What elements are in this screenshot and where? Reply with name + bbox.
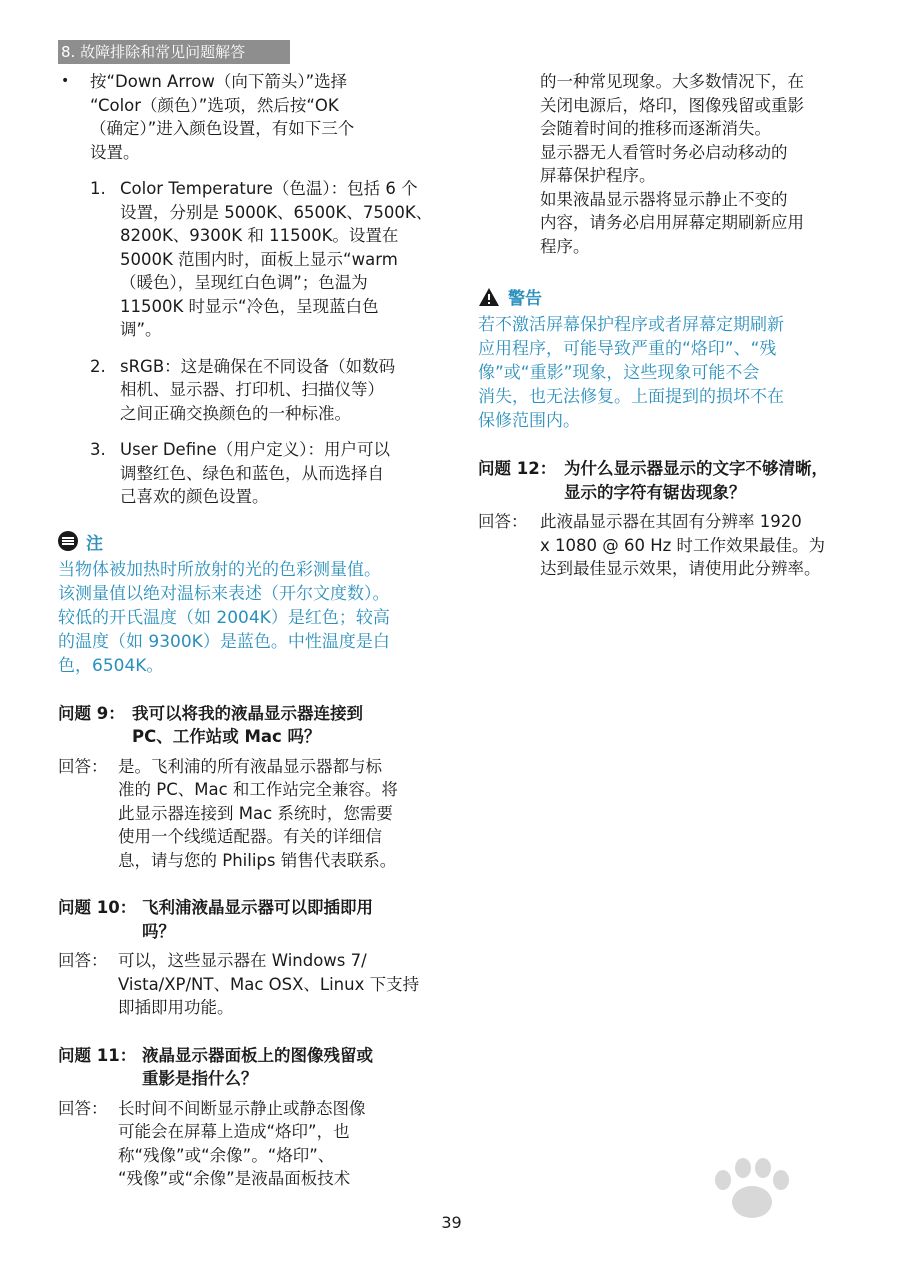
answer-12 [478, 510, 858, 581]
answer-line: x 1080 @ 60 Hz 时工作效果最佳。为 [540, 535, 826, 555]
warning-line: 若不激活屏幕保护程序或者屏幕定期刷新 [478, 315, 784, 335]
list-line: Color Temperature（色温）：包括 6 个 [120, 179, 418, 198]
note-line: 较低的开氏温度（如 2004K）是红色；较高 [58, 607, 390, 628]
answer-label: 回答： [478, 512, 528, 531]
answer-line: 会随着时间的推移而逐渐消失。 [540, 119, 771, 138]
bullet-paragraph [58, 70, 440, 164]
bullet-line: 设置。 [90, 142, 140, 162]
question-10 [58, 896, 440, 943]
warning-icon [478, 287, 500, 307]
answer-line: 即插即用功能。 [118, 998, 234, 1017]
list-line: 己喜欢的颜色设置。 [120, 487, 269, 506]
question-line: 显示的字符有锯齿现象？ [564, 482, 746, 502]
list-line: 之间正确交换颜色的一种标准。 [120, 403, 351, 423]
list-number: 2. [90, 356, 106, 376]
note-line: 的温度（如 9300K）是蓝色。中性温度是白 [58, 631, 390, 652]
question-line: 吗？ [142, 921, 175, 941]
bullet-marker: • [61, 73, 70, 89]
list-item-srgb [58, 355, 440, 426]
page-number: 39 [441, 1213, 462, 1232]
answer-line: 长时间不间断显示静止或静态图像 [118, 1098, 366, 1118]
question-label: 问题 10： [58, 898, 137, 917]
question-12 [478, 457, 858, 504]
answer-line: 此显示器连接到 Mac 系统时，您需要 [118, 803, 393, 823]
answer-line: 达到最佳显示效果，请使用此分辨率。 [540, 559, 821, 578]
warning-body [478, 313, 858, 433]
list-line: User Define（用户定义）：用户可以 [120, 440, 390, 459]
note-body [58, 558, 440, 678]
answer-9 [58, 755, 440, 873]
list-item-color-temperature [58, 177, 440, 342]
answer-line: 息，请与您的 Philips 销售代表联系。 [118, 850, 397, 870]
note-heading [58, 529, 440, 554]
answer-line: 是。飞利浦的所有液晶显示器都与标 [118, 756, 382, 776]
bullet-line: （确定）”进入颜色设置，有如下三个 [90, 119, 355, 138]
note-line: 该测量值以绝对温标来表述（开尔文度数）。 [58, 583, 390, 604]
answer-line: 屏幕保护程序。 [540, 166, 656, 185]
answer-line: 关闭电源后，烙印，图像残留或重影 [540, 95, 804, 115]
list-number: 1. [90, 179, 106, 198]
question-11 [58, 1044, 440, 1091]
warning-line: 应用程序，可能导致严重的“烙印”、“残 [478, 339, 777, 359]
answer-line: 称“残像”或“余像”。“烙印”、 [118, 1145, 335, 1165]
bullet-line: 按“Down Arrow（向下箭头）”选择 [90, 72, 348, 91]
answer-line: 的一种常见现象。大多数情况下，在 [540, 72, 804, 91]
list-line: 调”。 [120, 320, 162, 339]
warning-line: 消失，也无法修复。上面提到的损坏不在 [478, 387, 784, 407]
answer-label: 回答： [58, 756, 108, 776]
answer-line: 内容，请务必启用屏幕定期刷新应用 [540, 213, 804, 232]
paw-icon [715, 1158, 789, 1218]
answer-line: 使用一个线缆适配器。有关的详细信 [118, 827, 382, 846]
question-line: 我可以将我的液晶显示器连接到 [132, 703, 363, 723]
answer-line: 如果液晶显示器将显示静止不变的 [540, 189, 788, 209]
answer-line: 此液晶显示器在其固有分辨率 1920 [540, 512, 802, 531]
question-line: 重影是指什么？ [142, 1069, 258, 1088]
list-line: 调整红色、绿色和蓝色，从而选择自 [120, 463, 384, 483]
answer-line: 准的 PC、Mac 和工作站完全兼容。将 [118, 780, 398, 799]
note-icon [58, 531, 78, 551]
section-header: 8. 故障排除和常见问题解答 [58, 40, 290, 64]
list-line: （暖色），呈现红白色调”；色温为 [120, 273, 368, 292]
answer-line: 显示器无人看管时务必启动移动的 [540, 142, 788, 162]
answer-11-continued [478, 70, 858, 258]
bullet-line: “Color（颜色）”选项，然后按“OK [90, 95, 339, 115]
list-line: 5000K 范围内时，面板上显示“warm [120, 249, 398, 269]
right-column [478, 70, 858, 581]
question-label: 问题 11： [58, 1045, 137, 1065]
answer-line: “残像”或“余像”是液晶面板技术 [118, 1169, 351, 1188]
note-line: 色，6504K。 [58, 655, 164, 676]
question-label: 问题 9： [58, 703, 125, 723]
question-line: 液晶显示器面板上的图像残留或 [142, 1045, 373, 1065]
baidu-watermark [645, 1150, 885, 1262]
list-line: 相机、显示器、打印机、扫描仪等） [120, 380, 384, 399]
question-9 [58, 702, 440, 749]
question-line: 飞利浦液晶显示器可以即插即用 [142, 898, 373, 917]
answer-11 [58, 1097, 440, 1191]
answer-label: 回答： [58, 951, 108, 970]
list-line: sRGB：这是确保在不同设备（如数码 [120, 356, 396, 376]
warning-line: 保修范围内。 [478, 411, 580, 431]
answer-line: Vista/XP/NT、Mac OSX、Linux 下支持 [118, 974, 420, 994]
list-item-user-define [58, 438, 440, 509]
list-line: 11500K 时显示“冷色，呈现蓝白色 [120, 296, 379, 316]
answer-10 [58, 949, 440, 1020]
answer-line: 可以，这些显示器在 Windows 7/ [118, 951, 367, 970]
warning-title: 警告 [508, 289, 542, 309]
answer-line: 可能会在屏幕上造成“烙印”，也 [118, 1122, 350, 1141]
question-line: 为什么显示器显示的文字不够清晰， [564, 459, 828, 478]
warning-heading [478, 284, 858, 309]
left-column [58, 70, 440, 1191]
question-label: 问题 12： [478, 459, 557, 478]
note-line: 当物体被加热时所放射的光的色彩测量值。 [58, 559, 381, 580]
answer-line: 程序。 [540, 236, 590, 256]
note-title: 注 [86, 533, 103, 554]
list-line: 设置，分别是 5000K、6500K、7500K、 [120, 202, 433, 222]
warning-line: 像”或“重影”现象，这些现象可能不会 [478, 363, 760, 383]
list-number: 3. [90, 440, 106, 459]
list-line: 8200K、9300K 和 11500K。设置在 [120, 226, 399, 245]
question-line: PC、工作站或 Mac 吗？ [132, 727, 321, 746]
answer-label: 回答： [58, 1098, 108, 1118]
